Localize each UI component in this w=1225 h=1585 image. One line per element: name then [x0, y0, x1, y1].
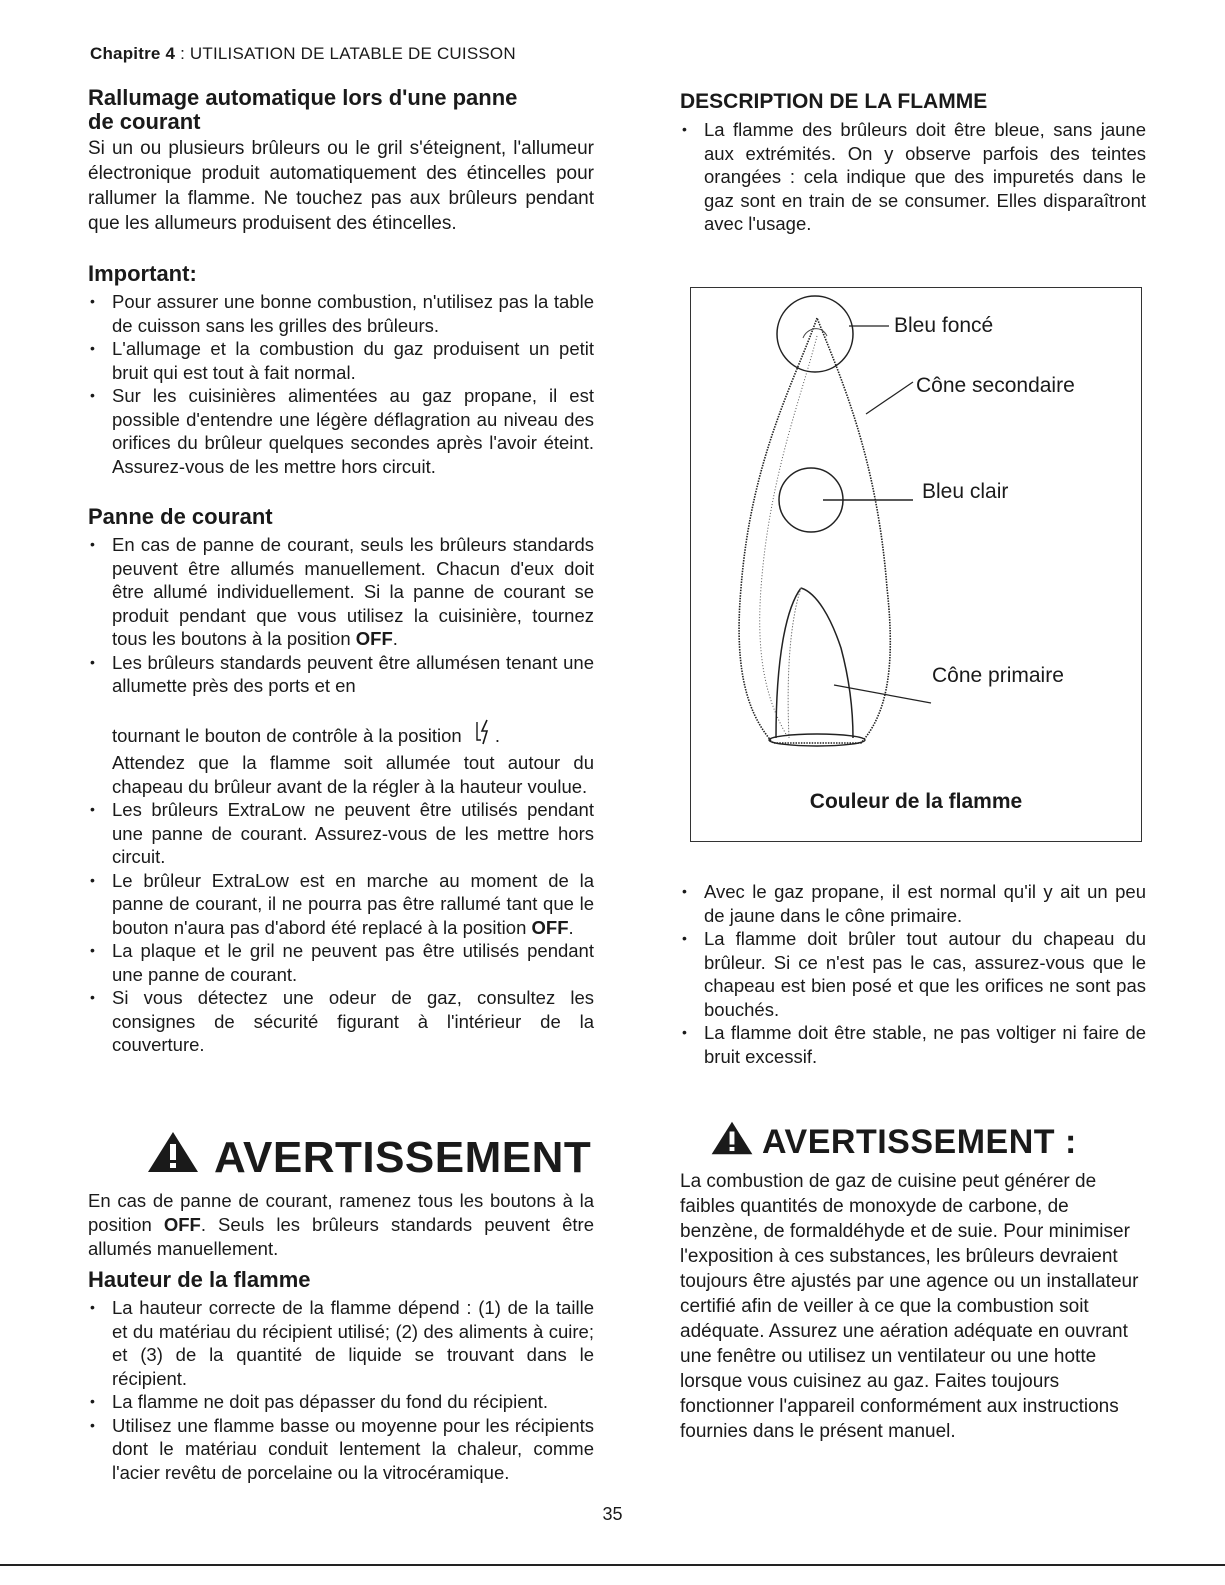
- panne-title: Panne de courant: [88, 504, 273, 529]
- list-item: • La plaque et le gril ne peuvent pas être utilisés pendant une panne de courant.: [88, 939, 594, 986]
- list-item: • La flamme des brûleurs doit être bleue, sans jaune aux extrémités. On y observe parfois des teintes orangées : cela indique que des impuretés dans le gaz sont en train de se consumer. Elles disparaîtront avec l'usage.: [680, 118, 1146, 236]
- description-section: [680, 90, 1146, 236]
- list-item: • La flamme doit brûler tout autour du chapeau du brûleur. Si ce n'est pas le cas, assurez-vous que le chapeau est bien posé et que les orifices ne sont pas bouchés.: [680, 927, 1146, 1021]
- warning-right-heading: [690, 1120, 1146, 1165]
- warning-left-section: [88, 1130, 594, 1261]
- list-item: [88, 869, 594, 940]
- warning-left-text-b: . Seuls les brûleurs standards peuvent être allumés manuellement.: [88, 1214, 595, 1259]
- warning-triangle-icon: [710, 1120, 754, 1165]
- list-item: • L'allumage et la combustion du gaz produisent un petit bruit qui est tout à fait normal.: [88, 337, 594, 384]
- hauteur-list: [88, 1296, 594, 1484]
- list-item: • Utilisez une flamme basse ou moyenne pour les récipients dont le matériau conduit lentement la chaleur, comme l'acier revêtu de porcelaine ou la vitrocéramique.: [88, 1414, 594, 1485]
- panne-item2-b-end: .: [494, 724, 500, 746]
- panne-list: [88, 533, 594, 1057]
- list-item: • Si vous détectez une odeur de gaz, consultez les consignes de sécurité figurant à l'intérieur de la couverture.: [88, 986, 594, 1057]
- panne-section: [88, 505, 594, 1057]
- list-item: • La flamme ne doit pas dépasser du fond du récipient.: [88, 1390, 594, 1414]
- hauteur-title: Hauteur de la flamme: [88, 1267, 311, 1292]
- list-item: • Pour assurer une bonne combustion, n'utilisez pas la table de cuisson sans les grilles des brûleurs.: [88, 290, 594, 337]
- flame-notes-section: [680, 880, 1146, 1068]
- off-keyword: OFF: [163, 1214, 201, 1235]
- warning-right-section: [680, 1120, 1146, 1444]
- off-keyword: OFF: [355, 628, 393, 649]
- label-bleu-clair: Bleu clair: [922, 480, 1009, 503]
- warning-right-title: AVERTISSEMENT :: [762, 1123, 1077, 1161]
- chapter-title: : UTILISATION DE LATABLE DE CUISSON: [175, 44, 516, 63]
- flame-notes-list: [680, 880, 1146, 1068]
- list-item: [88, 651, 594, 799]
- rallumage-body: Si un ou plusieurs brûleurs ou le gril s'éteignent, l'allumeur électronique produit automatiquement des étincelles pour rallumer la flamme. Ne touchez pas aux brûleurs pendant que les allumeurs produisent des étincelles.: [88, 138, 594, 234]
- list-item: • Avec le gaz propane, il est normal qu'il y ait un peu de jaune dans le cône primaire.: [680, 880, 1146, 927]
- label-cone-secondaire: Cône secondaire: [916, 374, 1075, 397]
- important-title: Important:: [88, 261, 197, 286]
- flame-illustration: [691, 288, 1143, 788]
- important-list: [88, 290, 594, 478]
- warning-left-title: AVERTISSEMENT: [214, 1132, 592, 1182]
- page-number: 35: [602, 1504, 623, 1524]
- panne-item2-c: Attendez que la flamme soit allumée tout autour du chapeau du brûleur avant de la régler à la hauteur voulue.: [112, 752, 594, 797]
- warning-right-body: La combustion de gaz de cuisine peut générer de faibles quantités de monoxyde de carbone, de benzène, de formaldéhyde et de suie. Pour minimiser l'exposition à ces substances, les brûleurs devraient toujours être ajustés par une agence ou un installateur certifié afin de veiller à ce que la combustion soit adéquate. Assurez une aération adéquate en ouvrant une fenêtre ou utilisez un ventilateur ou une hotte lorsque vous cuisinez au gaz. Faites toujours fonctionner l'appareil conformément aux instructions fournies dans le présent manuel.: [680, 1171, 1139, 1442]
- chapter-header: [90, 44, 516, 64]
- warning-left-text-a: En cas de panne de courant, ramenez tous les boutons à la position: [88, 1190, 594, 1235]
- panne-item1-text: En cas de panne de courant, seuls les brûleurs standards peuvent être allumés manuellement. Chacun d'eux doit être allumé individuellement. Si la panne de courant se produit pendant que vous utilisez la cuisinière, tournez tous les boutons à la position: [112, 534, 594, 649]
- flame-diagram: [690, 287, 1142, 842]
- list-item: • Les brûleurs ExtraLow ne peuvent être utilisés pendant une panne de courant. Assurez-vous de les mettre hors circuit.: [88, 798, 594, 869]
- rallumage-section: [88, 86, 594, 236]
- rallumage-title: [88, 86, 594, 134]
- warning-left-heading: [88, 1130, 594, 1185]
- important-section: [88, 262, 594, 478]
- panne-item2-a: Les brûleurs standards peuvent être allumésen tenant une allumette près des ports et en: [112, 651, 594, 696]
- diagram-caption: Couleur de la flamme: [809, 790, 1023, 813]
- list-item: • La hauteur correcte de la flamme dépend : (1) de la taille et du matériau du récipient utilisé; (2) des aliments à cuire; et (3) de la quantité de liquide se trouvant dans le récipient.: [88, 1296, 594, 1390]
- description-title: DESCRIPTION DE LA FLAMME: [680, 90, 988, 113]
- panne-item4-text: Le brûleur ExtraLow est en marche au moment de la panne de courant, il ne pourra pas être rallumé tant que le bouton n'aura pas d'abord été replacé à la position: [112, 869, 594, 938]
- panne-item2-b: tournant le bouton de contrôle à la position: [112, 724, 462, 746]
- warning-triangle-icon: [146, 1130, 200, 1185]
- hauteur-section: [88, 1268, 594, 1484]
- rallumage-title-line2: de courant: [88, 109, 201, 134]
- bottom-rule: [0, 1564, 1225, 1566]
- list-item: • Sur les cuisinières alimentées au gaz propane, il est possible d'entendre une légère déflagration au niveau des orifices du brûleur quelques secondes après l'avoir éteint. Assurez-vous de les mettre hors circuit.: [88, 384, 594, 478]
- panne-item1-end: .: [392, 628, 398, 649]
- list-item: • La flamme doit être stable, ne pas voltiger ni faire de bruit excessif.: [680, 1021, 1146, 1068]
- label-cone-primaire: Cône primaire: [932, 664, 1064, 687]
- off-keyword: OFF: [531, 916, 569, 938]
- panne-item4-end: .: [568, 916, 574, 938]
- ignite-position-icon: [473, 718, 495, 752]
- chapter-number: Chapitre 4: [90, 44, 176, 63]
- list-item: [88, 533, 594, 651]
- rallumage-title-line1: Rallumage automatique lors d'une panne: [88, 85, 518, 110]
- label-bleu-fonce: Bleu foncé: [894, 314, 994, 337]
- warning-left-body: [88, 1189, 594, 1261]
- description-list: [680, 118, 1146, 236]
